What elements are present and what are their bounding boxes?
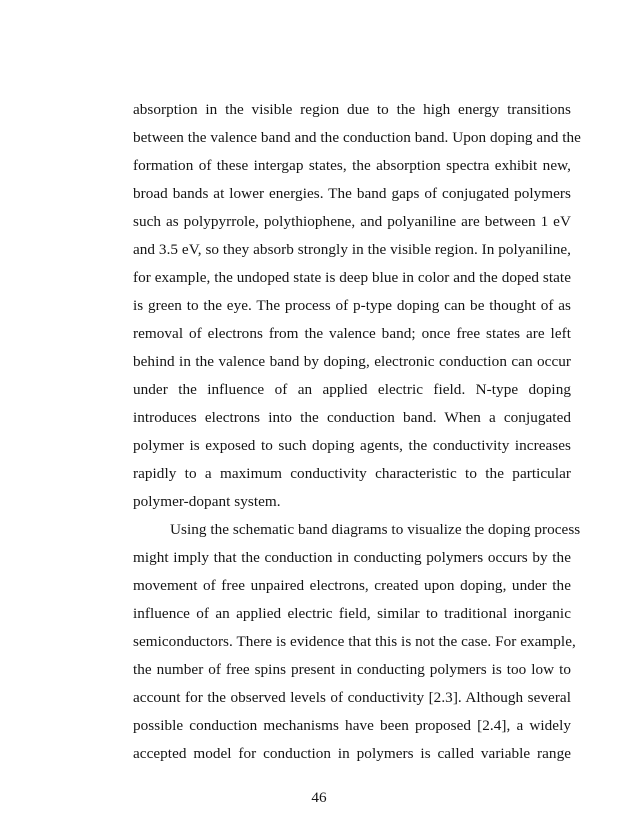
text-line: influence of an applied electric field, similar to traditional inorganic [133, 605, 571, 622]
text-line: possible conduction mechanisms have been proposed [2.4], a widely [133, 717, 571, 734]
text-line: absorption in the visible region due to the high energy transitions [133, 101, 571, 118]
text-line: movement of free unpaired electrons, created upon doping, under the [133, 577, 571, 594]
text-line: such as polypyrrole, polythiophene, and polyaniline are between 1 eV [133, 213, 571, 230]
text-line: for example, the undoped state is deep blue in color and the doped state [133, 269, 571, 286]
page-number: 46 [311, 789, 327, 806]
text-line: rapidly to a maximum conductivity characteristic to the particular [133, 465, 571, 482]
text-line: accepted model for conduction in polymers is called variable range [133, 745, 571, 762]
text-line: semiconductors. There is evidence that this is not the case. For example, [133, 633, 576, 650]
text-line: formation of these intergap states, the absorption spectra exhibit new, [133, 157, 571, 174]
text-line: account for the observed levels of conductivity [2.3]. Although several [133, 689, 571, 706]
text-line: Using the schematic band diagrams to visualize the doping process [170, 521, 581, 538]
text-line: might imply that the conduction in conducting polymers occurs by the [133, 549, 571, 566]
text-line: the number of free spins present in conducting polymers is too low to [133, 661, 571, 678]
text-line: between the valence band and the conduction band. Upon doping and the [133, 129, 581, 146]
text-line: and 3.5 eV, so they absorb strongly in the visible region. In polyaniline, [133, 241, 571, 258]
text-line: removal of electrons from the valence band; once free states are left [133, 325, 571, 342]
text-line: broad bands at lower energies. The band gaps of conjugated polymers [133, 185, 571, 202]
text-line: polymer is exposed to such doping agents, the conductivity increases [133, 437, 571, 454]
text-line: under the influence of an applied electric field. N-type doping [133, 381, 571, 398]
text-line: is green to the eye. The process of p-type doping can be thought of as [133, 297, 571, 314]
text-line: polymer-dopant system. [133, 493, 281, 510]
text-line: behind in the valence band by doping, electronic conduction can occur [133, 353, 571, 370]
text-line: introduces electrons into the conduction band. When a conjugated [133, 409, 571, 426]
